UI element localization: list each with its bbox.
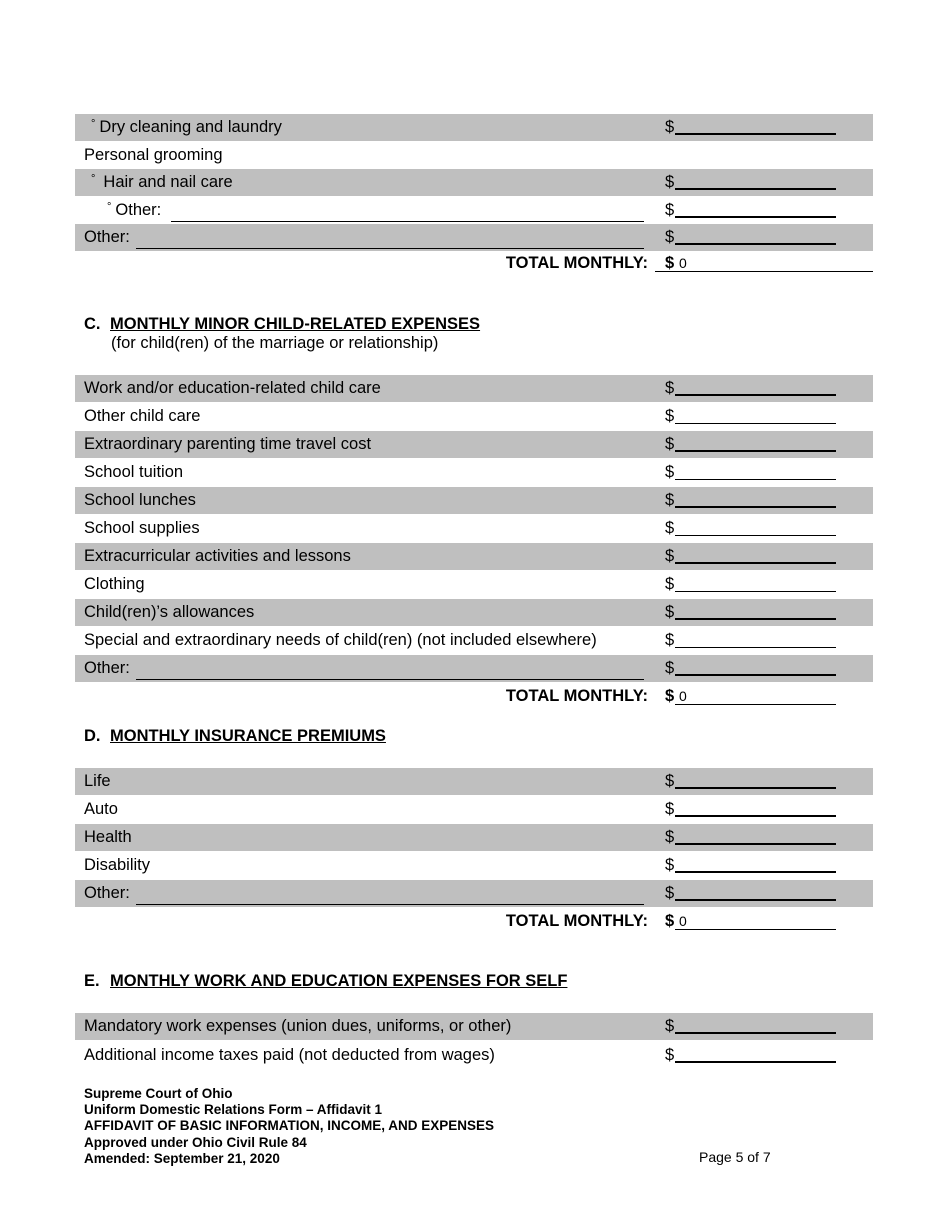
dollar-sign: $: [665, 118, 675, 136]
total-label: TOTAL MONTHLY:: [505, 254, 648, 272]
dollar-sign: $: [665, 407, 675, 425]
row-label: School tuition: [84, 463, 184, 481]
dollar-sign: $: [665, 1017, 675, 1035]
section-c-heading: C. MONTHLY MINOR CHILD-RELATED EXPENSES: [84, 315, 481, 333]
amount-field[interactable]: [675, 547, 836, 564]
row-label: ° Other:: [107, 201, 162, 219]
row-label: Other:: [84, 659, 130, 677]
dollar-sign: $: [665, 772, 675, 790]
expense-row: [75, 768, 873, 795]
expense-row: [75, 1013, 873, 1040]
total-amount-field[interactable]: 0: [655, 254, 873, 272]
expense-row: [75, 375, 873, 402]
footer-court: Supreme Court of Ohio: [84, 1086, 233, 1101]
dollar-sign: $: [665, 547, 675, 565]
expense-row-hair-nail: [75, 169, 873, 196]
expense-row: [75, 571, 873, 598]
dollar-sign: $: [665, 519, 675, 537]
amount-field[interactable]: [675, 1017, 836, 1034]
dollar-sign: $: [665, 856, 675, 874]
dollar-sign: $: [665, 435, 675, 453]
row-label: Disability: [84, 856, 151, 874]
expense-row: [75, 515, 873, 542]
expense-row: [75, 599, 873, 626]
row-label: Extracurricular activities and lessons: [84, 547, 351, 565]
amount-field[interactable]: [675, 1046, 836, 1063]
expense-row: [75, 1042, 873, 1069]
footer-form-name: Uniform Domestic Relations Form – Affidavit 1: [84, 1102, 383, 1118]
total-row-d: [75, 908, 873, 935]
row-label: Health: [84, 828, 132, 846]
row-label: Life: [84, 772, 111, 790]
expense-row: [75, 824, 873, 851]
expense-row: [75, 627, 873, 654]
amount-field[interactable]: [675, 435, 836, 452]
row-label: Mandatory work expenses (union dues, uniforms, or other): [84, 1017, 512, 1035]
total-row-b: [75, 250, 873, 277]
other-description-field[interactable]: [136, 228, 644, 249]
amount-field[interactable]: [675, 800, 836, 817]
bullet-icon: °: [91, 118, 96, 130]
row-label: Auto: [84, 800, 118, 818]
footer-affidavit-title: AFFIDAVIT OF BASIC INFORMATION, INCOME, AND EXPENSES: [84, 1118, 495, 1134]
row-label: School supplies: [84, 519, 200, 537]
row-label: Child(ren)’s allowances: [84, 603, 255, 621]
amount-field[interactable]: [675, 379, 836, 396]
amount-field[interactable]: [675, 772, 836, 789]
total-label: TOTAL MONTHLY:: [505, 912, 648, 930]
expense-row-other: [75, 224, 873, 251]
amount-field[interactable]: [675, 519, 836, 536]
row-label: Work and/or education-related child care: [84, 379, 381, 397]
expense-row: [75, 487, 873, 514]
amount-field[interactable]: [675, 201, 836, 218]
dollar-sign: $: [665, 173, 675, 191]
amount-field[interactable]: [675, 491, 836, 508]
group-label: Personal grooming: [84, 146, 223, 164]
total-amount-field[interactable]: 0: [675, 687, 836, 705]
section-d-heading: D. MONTHLY INSURANCE PREMIUMS: [84, 727, 386, 745]
dollar-sign: $: [665, 575, 675, 593]
other-description-field[interactable]: [136, 884, 644, 905]
expense-row: [75, 459, 873, 486]
row-label: Other:: [84, 884, 130, 902]
dollar-sign: $: [665, 631, 675, 649]
row-label: ° Dry cleaning and laundry: [91, 118, 282, 136]
expense-row-dry-cleaning: [75, 114, 873, 141]
expense-row: [75, 852, 873, 879]
section-title: MONTHLY INSURANCE PREMIUMS: [110, 727, 386, 745]
dollar-sign: $: [665, 1046, 675, 1064]
dollar-sign: $: [665, 687, 675, 705]
expense-row-grooming-other: [75, 197, 873, 224]
dollar-sign: $: [665, 201, 675, 219]
amount-field[interactable]: [675, 118, 836, 135]
amount-field[interactable]: [675, 631, 836, 648]
amount-field[interactable]: [675, 407, 836, 424]
dollar-sign: $: [665, 254, 675, 272]
total-label: TOTAL MONTHLY:: [505, 687, 648, 705]
row-label: Other child care: [84, 407, 201, 425]
dollar-sign: $: [665, 884, 675, 902]
row-label: ° Hair and nail care: [91, 173, 233, 191]
page-number: Page 5 of 7: [699, 1149, 771, 1165]
amount-field[interactable]: [675, 828, 836, 845]
section-title: MONTHLY MINOR CHILD-RELATED EXPENSES: [110, 315, 481, 333]
row-label: Extraordinary parenting time travel cost: [84, 435, 372, 453]
amount-field[interactable]: [675, 659, 836, 676]
expense-row: [75, 403, 873, 430]
dollar-sign: $: [665, 603, 675, 621]
row-label: Special and extraordinary needs of child(ren) (not included elsewhere): [84, 631, 597, 649]
expense-row-other: [75, 880, 873, 907]
footer-amended-date: Amended: September 21, 2020: [84, 1150, 280, 1166]
section-c-subtitle: (for child(ren) of the marriage or relationship): [111, 334, 439, 352]
bullet-icon: °: [107, 201, 112, 213]
amount-field[interactable]: [675, 856, 836, 873]
expense-row: [75, 431, 873, 458]
form-footer: [84, 1086, 494, 1167]
dollar-sign: $: [665, 228, 675, 246]
dollar-sign: $: [665, 379, 675, 397]
dollar-sign: $: [665, 463, 675, 481]
expense-row: [75, 543, 873, 570]
dollar-sign: $: [665, 912, 675, 930]
bullet-icon: °: [91, 173, 96, 185]
amount-field[interactable]: [675, 463, 836, 480]
amount-field[interactable]: [675, 575, 836, 592]
row-label: Clothing: [84, 575, 145, 593]
amount-field[interactable]: [675, 884, 836, 901]
row-label: Additional income taxes paid (not deducted from wages): [84, 1046, 495, 1064]
row-label: School lunches: [84, 491, 196, 509]
other-description-field[interactable]: [136, 659, 644, 680]
expense-row-other: [75, 655, 873, 682]
dollar-sign: $: [665, 828, 675, 846]
total-amount-field[interactable]: 0: [675, 912, 836, 930]
amount-field[interactable]: [675, 228, 836, 245]
dollar-sign: $: [665, 659, 675, 677]
total-row-c: [75, 683, 873, 710]
dollar-sign: $: [665, 491, 675, 509]
dollar-sign: $: [665, 800, 675, 818]
row-label: Other:: [84, 228, 130, 246]
expense-row: [75, 796, 873, 823]
amount-field[interactable]: [675, 603, 836, 620]
other-description-field[interactable]: [171, 201, 644, 222]
amount-field[interactable]: [675, 173, 836, 190]
section-title: MONTHLY WORK AND EDUCATION EXPENSES FOR SELF: [110, 972, 568, 990]
section-e-heading: E. MONTHLY WORK AND EDUCATION EXPENSES FOR SELF: [84, 972, 568, 990]
footer-approval: Approved under Ohio Civil Rule 84: [84, 1134, 307, 1150]
expense-group-personal-grooming: [75, 142, 873, 169]
